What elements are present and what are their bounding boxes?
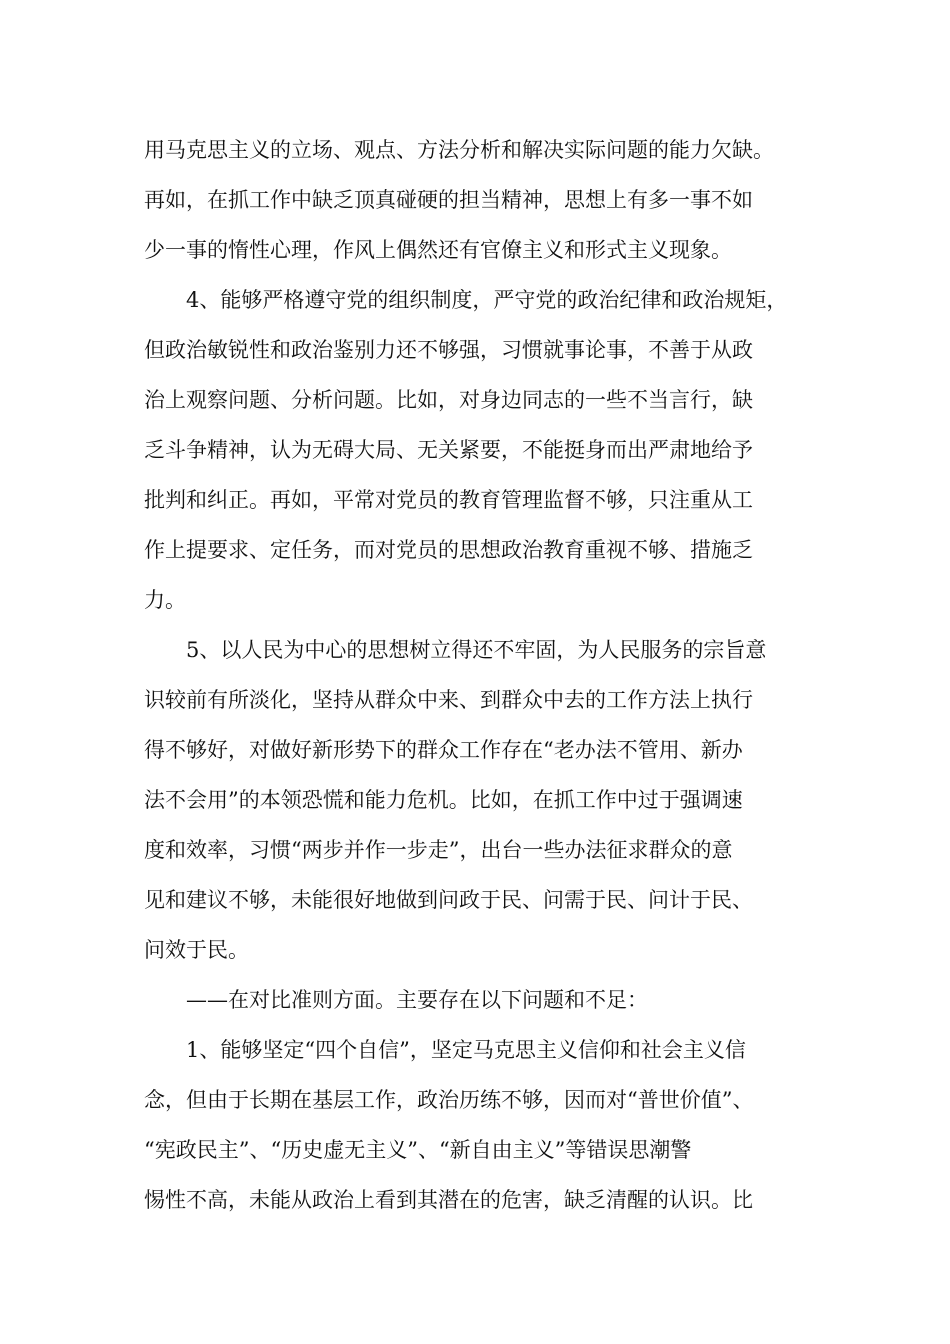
paragraph-start-line: 1、能够坚定“四个自信”，坚定马克思主义信仰和社会主义信: [186, 1038, 746, 1062]
text-line: 但政治敏锐性和政治鉴别力还不够强，习惯就事论事，不善于从政: [144, 338, 753, 362]
text-line: 识较前有所淡化，坚持从群众中来、到群众中去的工作方法上执行: [144, 688, 753, 712]
text-line: 批判和纠正。再如，平常对党员的教育管理监督不够，只注重从工: [144, 488, 753, 512]
section-heading-line: ——在对比准则方面。主要存在以下问题和不足：: [186, 988, 648, 1012]
text-line: 乏斗争精神，认为无碍大局、无关紧要，不能挺身而出严肃地给予: [144, 438, 753, 462]
text-line: 度和效率，习惯“两步并作一步走”，出台一些办法征求群众的意: [144, 838, 733, 862]
paragraph-start-line: 4、能够严格遵守党的组织制度，严守党的政治纪律和政治规矩，: [186, 288, 788, 312]
text-line: 用马克思主义的立场、观点、方法分析和解决实际问题的能力欠缺。: [144, 138, 774, 162]
text-line: 再如，在抓工作中缺乏顶真碰硬的担当精神，思想上有多一事不如: [144, 188, 753, 212]
text-line: 惕性不高，未能从政治上看到其潜在的危害，缺乏清醒的认识。比: [144, 1188, 753, 1212]
text-line: 治上观察问题、分析问题。比如，对身边同志的一些不当言行，缺: [144, 388, 753, 412]
text-line: 问效于民。: [144, 938, 249, 962]
text-line: 得不够好，对做好新形势下的群众工作存在“老办法不管用、新办: [144, 738, 743, 762]
text-line: 作上提要求、定任务，而对党员的思想政治教育重视不够、措施乏: [144, 538, 753, 562]
text-line: 见和建议不够，未能很好地做到问政于民、问需于民、问计于民、: [144, 888, 753, 912]
text-line: “宪政民主”、“历史虚无主义”、“新自由主义”等错误思潮警: [144, 1138, 692, 1162]
text-line: 念，但由于长期在基层工作，政治历练不够，因而对“普世价值”、: [144, 1088, 754, 1112]
text-line: 法不会用”的本领恐慌和能力危机。比如，在抓工作中过于强调速: [144, 788, 743, 812]
text-line: 少一事的惰性心理，作风上偶然还有官僚主义和形式主义现象。: [144, 238, 732, 262]
paragraph-start-line: 5、以人民为中心的思想树立得还不牢固，为人民服务的宗旨意: [186, 638, 767, 662]
text-line: 力。: [144, 588, 186, 612]
